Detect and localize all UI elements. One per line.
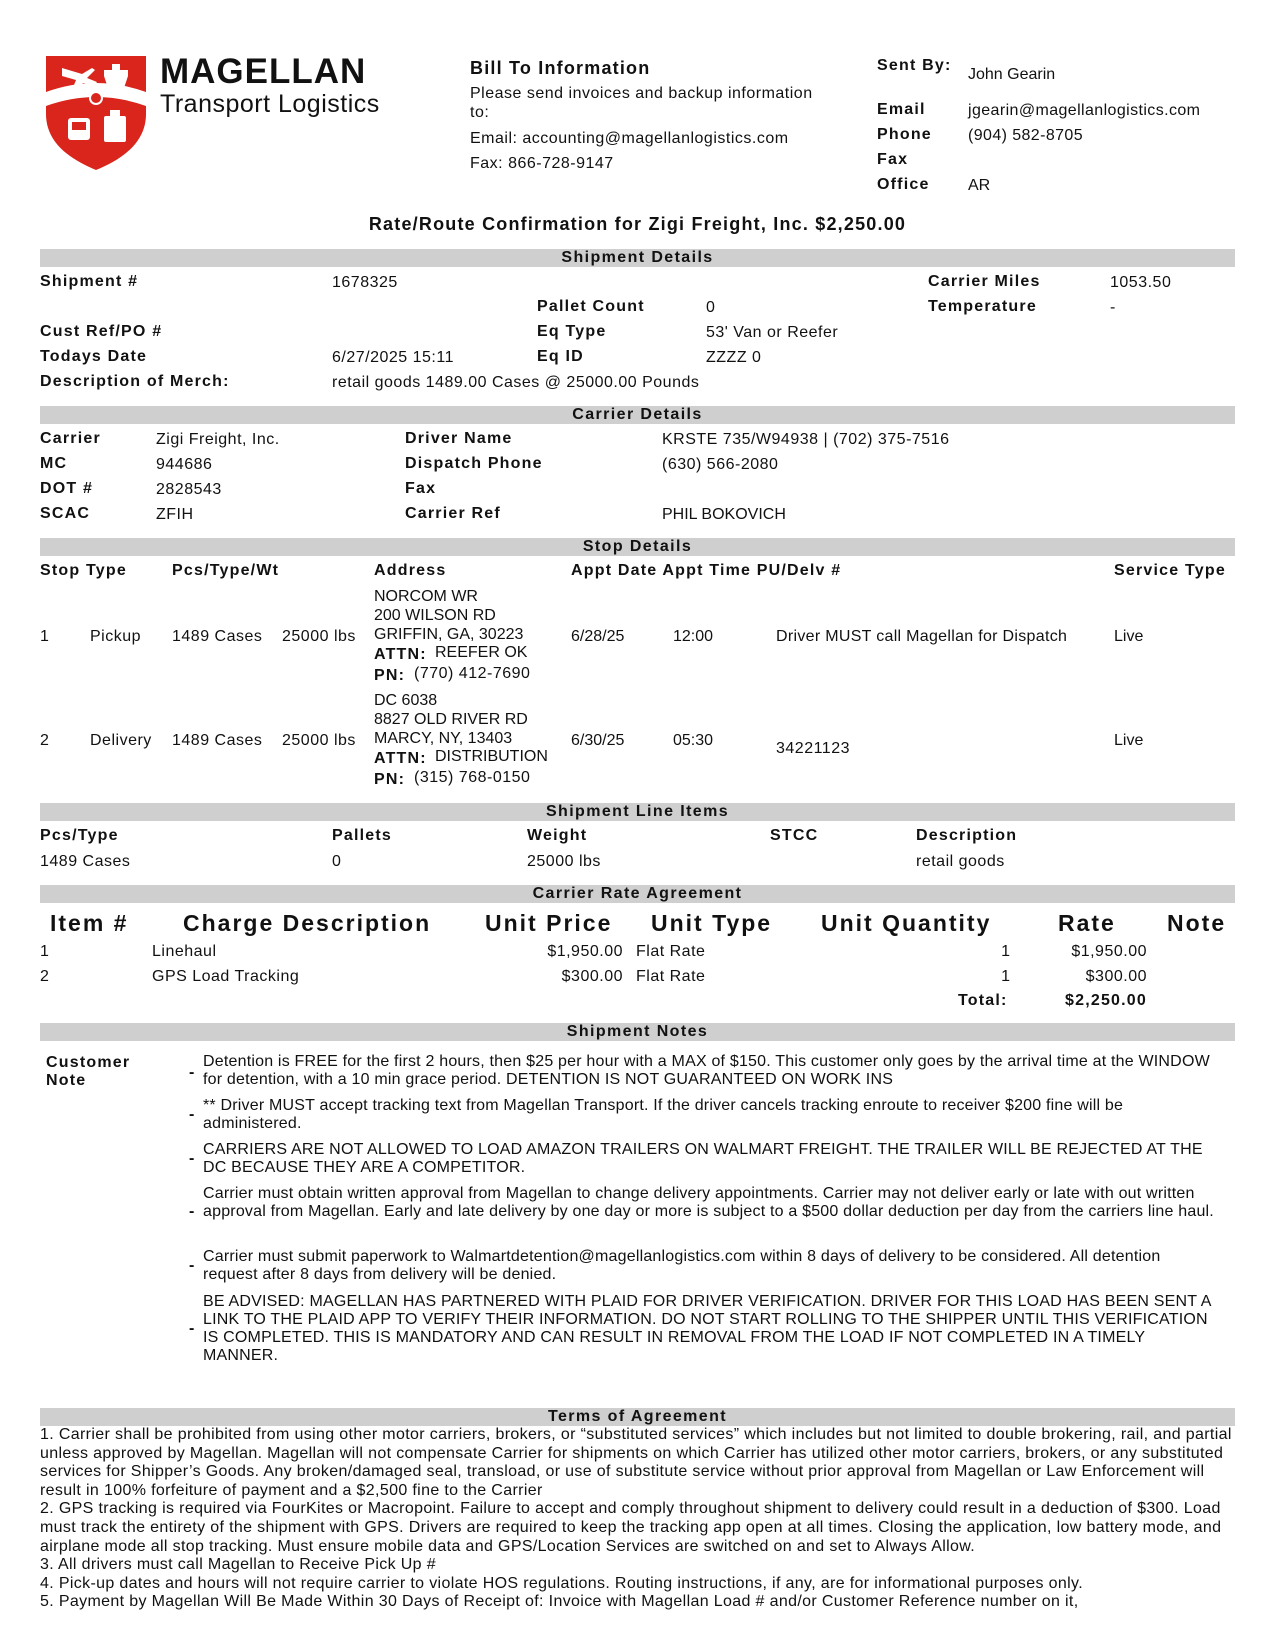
stop-pn-label: PN: (374, 667, 406, 684)
line-pallets: 0 (332, 853, 341, 870)
rate-desc: Linehaul (152, 943, 217, 960)
company-logo (40, 52, 420, 172)
sender-email: jgearin@magellanlogistics.com (968, 102, 1201, 119)
logo-tagline: Transport Logistics (160, 90, 380, 118)
rate-agreement-band: Carrier Rate Agreement (40, 885, 1235, 903)
rate-total: $2,250.00 (1065, 992, 1147, 1009)
note-text: CARRIERS ARE NOT ALLOWED TO LOAD AMAZON TRAILERS ON WALMART FREIGHT. THE TRAILER WILL BE REJECTED AT THE DC BECAUSE THEY ARE A COMPETITOR. (203, 1141, 1203, 1176)
cust-ref-label: Cust Ref/PO # (40, 323, 163, 340)
term-item: 2. GPS tracking is required via FourKites or Macropoint. Failure to accept and comply throughout shipment to delivery could result in a deduction of $300. Load must track the entirety of the shipment with GPS. Drivers are required to keep the tracking app open at all times. Closing the application, low battery mode, and airplane mode all stop tracking. Must ensure mobile data and GPS/Location Services are switched on and set to Always Allow. (40, 1500, 1222, 1555)
rate-desc-header: Charge Description (183, 910, 432, 936)
stop-type: Delivery (90, 732, 152, 749)
term-item: 1. Carrier shall be prohibited from using other motor carriers, brokers, or “substituted services” which includes but not limited to double brokering, rail, and partial unless approved by Magellan. Magellan will not compensate Carrier for shipments on which Carrier has utilized other motor carriers, brokers, or any substituted services for Shipper’s Goods. Any broken/damaged seal, transload, or use of substitute service without prior approval from Magellan or Law Enforcement will result in 100% forfeiture of payment and a $2,500 fine to the Carrier (40, 1426, 1232, 1499)
term-item: 3. All drivers must call Magellan to Receive Pick Up # (40, 1556, 436, 1574)
rate-type: Flat Rate (636, 943, 706, 960)
line-pcs-header: Pcs/Type (40, 827, 119, 844)
carrier-ref-label: Carrier Ref (405, 505, 501, 522)
rate-item: 2 (40, 968, 49, 985)
bill-to-heading: Bill To Information (470, 58, 651, 78)
driver-name: KRSTE 735/W94938 | (702) 375-7516 (662, 431, 950, 448)
stop-pn: (315) 768-0150 (414, 769, 531, 786)
stop-address-city: MARCY, NY, 13403 (374, 730, 513, 747)
rate-qty-header: Unit Quantity (821, 910, 992, 936)
mc-number: 944686 (156, 456, 213, 473)
sent-by-name: John Gearin (968, 66, 1056, 83)
note-text: Carrier must submit paperwork to Walmartdetention@magellanlogistics.com within 8 days of delivery to be considered. All detention request after 8 days from delivery will be denied. (203, 1248, 1161, 1283)
note-bullet: - (189, 1257, 195, 1274)
shipment-details-band: Shipment Details (40, 249, 1235, 267)
dot-number: 2828543 (156, 481, 222, 498)
carrier-label: Carrier (40, 430, 101, 447)
stop-address-city: GRIFFIN, GA, 30223 (374, 626, 524, 643)
pallet-count: 0 (706, 299, 715, 316)
scac-label: SCAC (40, 505, 91, 522)
rate-qty: 1 (1001, 943, 1010, 960)
line-weight-header: Weight (527, 827, 588, 844)
carrier-name: Zigi Freight, Inc. (156, 431, 280, 448)
stop-attn: DISTRIBUTION (435, 748, 548, 765)
merch-desc: retail goods 1489.00 Cases @ 25000.00 Pounds (332, 374, 700, 391)
line-pcs: 1489 Cases (40, 853, 131, 870)
stop-pu-delv: 34221123 (776, 740, 850, 757)
rate-amount: $300.00 (1085, 968, 1147, 985)
temperature: - (1110, 299, 1116, 316)
stop-service-type: Live (1114, 732, 1144, 749)
line-weight: 25000 lbs (527, 853, 601, 870)
sender-office: AR (968, 177, 991, 194)
eq-id: ZZZZ 0 (706, 349, 762, 366)
service-type-header: Service Type (1114, 562, 1226, 579)
line-stcc-header: STCC (770, 827, 819, 844)
term-item: 5. Payment by Magellan Will Be Made Within 30 Days of Receipt of: Invoice with Magellan Load # and/or Customer Reference number on it, (40, 1593, 1079, 1611)
stop-pn: (770) 412-7690 (414, 665, 531, 682)
stop-weight: 25000 lbs (282, 628, 356, 645)
stop-appt-date: 6/28/25 (571, 628, 625, 645)
temperature-label: Temperature (928, 298, 1037, 315)
driver-name-label: Driver Name (405, 430, 513, 447)
rate-desc: GPS Load Tracking (152, 968, 300, 985)
rate-note-header: Note (1167, 910, 1227, 936)
stop-attn-label: ATTN: (374, 750, 427, 767)
line-desc-header: Description (916, 827, 1018, 844)
bill-to-fax: Fax: 866-728-9147 (470, 155, 614, 172)
stop-pcs: 1489 Cases (172, 732, 263, 749)
stop-type-header: Stop Type (40, 562, 127, 579)
note-bullet: - (189, 1064, 195, 1081)
rate-item-header: Item # (50, 910, 129, 936)
pcs-type-wt-header: Pcs/Type/Wt (172, 562, 280, 579)
note-bullet: - (189, 1150, 195, 1167)
stop-appt-time: 12:00 (673, 628, 714, 645)
rate-price-header: Unit Price (485, 910, 613, 936)
rate-price: $1,950.00 (547, 943, 623, 960)
rate-type-header: Unit Type (651, 910, 773, 936)
dispatch-phone-label: Dispatch Phone (405, 455, 543, 472)
sent-by-label: Sent By: (877, 57, 952, 74)
rate-price: $300.00 (561, 968, 623, 985)
bill-to-line2: to: (470, 104, 490, 121)
note-bullet: - (189, 1320, 195, 1337)
note-bullet: - (189, 1106, 195, 1123)
appt-header: Appt Date Appt Time PU/Delv # (571, 562, 842, 579)
page-title: Rate/Route Confirmation for Zigi Freight, Inc. $2,250.00 (368, 214, 907, 234)
stop-service-type: Live (1114, 628, 1144, 645)
mc-label: MC (40, 455, 68, 472)
logo-name: MAGELLAN (160, 52, 367, 91)
note-text: Carrier must obtain written approval from Magellan to change delivery appointments. Carrier may not deliver early or late with out written approval from Magellan. Early and late delivery by one day or more is subject to a $500 dollar deduction per day from the carriers line haul. (203, 1185, 1214, 1220)
bill-to-line1: Please send invoices and backup information (470, 85, 813, 102)
carrier-fax-label: Fax (405, 480, 437, 497)
dot-label: DOT # (40, 480, 94, 497)
stop-address-street: 200 WILSON RD (374, 607, 496, 624)
eq-type-label: Eq Type (537, 323, 607, 340)
stop-number: 1 (40, 628, 49, 645)
rate-qty: 1 (1001, 968, 1010, 985)
customer-note-label-2: Note (46, 1072, 87, 1089)
stop-pcs: 1489 Cases (172, 628, 263, 645)
todays-date: 6/27/2025 15:11 (332, 349, 454, 366)
note-text: Detention is FREE for the first 2 hours, then $25 per hour with a MAX of $150. This customer only goes by the arrival time at the WINDOW for detention, with a 10 min grace period. DETENTION IS NOT GUARANTEED ON WORK INS (203, 1053, 1210, 1088)
address-header: Address (374, 562, 447, 579)
rate-rate-header: Rate (1058, 910, 1116, 936)
stop-address-name: NORCOM WR (374, 588, 478, 605)
dispatch-phone: (630) 566-2080 (662, 456, 779, 473)
stop-address-name: DC 6038 (374, 692, 438, 709)
note-text: ** Driver MUST accept tracking text from Magellan Transport. If the driver cancels tracking enroute to receiver $200 fine will be administered. (203, 1097, 1124, 1132)
shipment-notes-band: Shipment Notes (40, 1023, 1235, 1041)
bill-to-email: Email: accounting@magellanlogistics.com (470, 130, 789, 147)
carrier-miles-label: Carrier Miles (928, 273, 1041, 290)
customer-note-label-1: Customer (46, 1054, 131, 1071)
term-item: 4. Pick-up dates and hours will not require carrier to violate HOS regulations. Routing instructions, if any, are for informational purposes only. (40, 1574, 1083, 1592)
carrier-details-band: Carrier Details (40, 406, 1235, 424)
terms-text (40, 1426, 1240, 1612)
magellan-shield-icon (40, 52, 152, 172)
sender-email-label: Email (877, 101, 926, 118)
stop-attn-label: ATTN: (374, 646, 427, 663)
terms-band: Terms of Agreement (40, 1408, 1235, 1426)
line-pallets-header: Pallets (332, 827, 392, 844)
sender-phone: (904) 582-8705 (968, 127, 1084, 144)
todays-date-label: Todays Date (40, 348, 148, 365)
note-text: BE ADVISED: MAGELLAN HAS PARTNERED WITH PLAID FOR DRIVER VERIFICATION. DRIVER FOR THIS LOAD HAS BEEN SENT A LINK TO THE PLAID APP TO VERIFY THEIR INFORMATION. DO NOT START ROLLING TO THE SHIPPER UNTIL THIS VERIFICATION IS COMPLETED. THIS IS MANDATORY AND CAN RESULT IN REMOVAL FROM THE LOAD IF NOT COMPLETED IN A TIMELY MANNER. (203, 1293, 1211, 1364)
eq-type: 53' Van or Reefer (706, 324, 839, 341)
stop-attn: REEFER OK (435, 644, 528, 661)
stop-weight: 25000 lbs (282, 732, 356, 749)
stop-details-band: Stop Details (40, 538, 1235, 556)
pallet-count-label: Pallet Count (537, 298, 645, 315)
sender-fax-label: Fax (877, 151, 909, 168)
eq-id-label: Eq ID (537, 348, 584, 365)
scac-code: ZFIH (156, 506, 194, 523)
sender-office-label: Office (877, 176, 930, 193)
stop-type: Pickup (90, 628, 142, 645)
stop-appt-date: 6/30/25 (571, 732, 625, 749)
merch-label: Description of Merch: (40, 373, 230, 390)
rate-item: 1 (40, 943, 49, 960)
carrier-miles: 1053.50 (1110, 274, 1172, 291)
line-desc: retail goods (916, 853, 1005, 870)
shipment-no-label: Shipment # (40, 273, 139, 290)
sender-phone-label: Phone (877, 126, 932, 143)
stop-pn-label: PN: (374, 771, 406, 788)
stop-appt-time: 05:30 (673, 732, 714, 749)
rate-type: Flat Rate (636, 968, 706, 985)
stop-address-street: 8827 OLD RIVER RD (374, 711, 528, 728)
stop-pu-delv: Driver MUST call Magellan for Dispatch (776, 628, 1068, 645)
shipment-no: 1678325 (332, 274, 398, 291)
note-bullet: - (189, 1203, 195, 1220)
carrier-ref: PHIL BOKOVICH (662, 506, 786, 523)
stop-number: 2 (40, 732, 49, 749)
rate-total-label: Total: (958, 992, 1008, 1009)
line-items-band: Shipment Line Items (40, 803, 1235, 821)
rate-amount: $1,950.00 (1071, 943, 1147, 960)
